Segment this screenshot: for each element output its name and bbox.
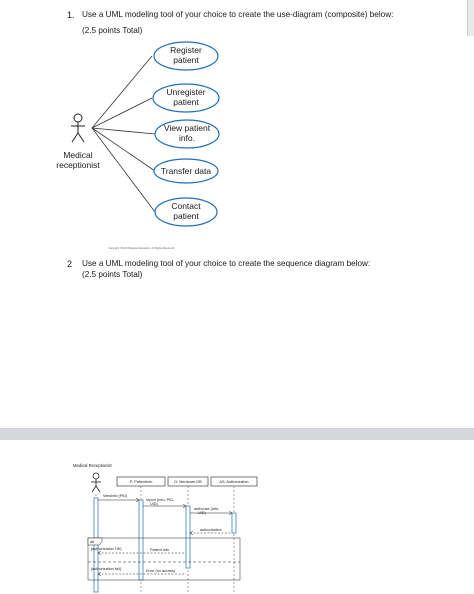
question-1-text: Use a UML modeling tool of your choice to create the use-diagram (composite) below:	[82, 10, 394, 19]
copyright-note: Copyright ©2016 Pearson Education, All Rights Reserved	[108, 247, 175, 250]
alt-fragment	[88, 538, 240, 580]
alt-guard-fail: [authorization fail]	[91, 567, 121, 571]
question-2-points: (2.5 points Total)	[82, 270, 143, 279]
use-case-view-line1: View patient	[163, 123, 211, 133]
msg-authorize-line2: UID)	[198, 511, 206, 515]
svg-text:P: PatientInfo: P: PatientInfo	[129, 480, 153, 484]
alt-guard-ok: [authorization OK]	[91, 547, 122, 551]
lifeline-header-mentcare-db	[168, 477, 208, 486]
actor-label-line1: Medical	[63, 150, 93, 160]
question-2-number: 2	[67, 259, 73, 269]
seq-actor-label: Medical Receptionist	[73, 463, 112, 468]
actor-label-line2: receptionist	[56, 160, 100, 170]
use-case-register-line2: patient	[173, 55, 199, 65]
use-case-unregister-line2: patient	[173, 97, 199, 107]
svg-text:D: Mentcare-DB: D: Mentcare-DB	[174, 480, 202, 484]
alt-label: alt	[90, 540, 95, 544]
question-2-text: Use a UML modeling tool of your choice to create the sequence diagram below:	[82, 259, 371, 268]
use-case-contact-line2: patient	[173, 211, 199, 221]
seq-actor-icon	[91, 473, 101, 492]
msg-patient-info: Patient info	[150, 548, 169, 552]
use-case-transfer-line1: Transfer data	[160, 166, 212, 176]
use-case-contact-line1: Contact	[171, 201, 201, 211]
question-1-points: (2.5 points Total)	[82, 26, 143, 35]
question-1-number: 1.	[67, 10, 75, 20]
lifeline-header-patientinfo	[117, 477, 165, 486]
use-case-view-line2: info.	[178, 133, 196, 143]
use-case-register-line1: Register	[170, 45, 202, 55]
lifeline-header-authorization	[211, 477, 257, 486]
use-case-unregister-line1: Unregister	[166, 87, 206, 97]
msg-authorize-line1: authorize (Info,	[194, 507, 220, 511]
activation-bars	[94, 498, 236, 592]
msg-authorization: authorization	[200, 528, 222, 532]
svg-text:AS: Authorization: AS: Authorization	[219, 480, 249, 484]
msg-report-line2: UID)	[150, 502, 158, 506]
msg-report-line1: report (Info, PID,	[146, 498, 175, 502]
msg-view-info: ViewInfo (PID)	[103, 494, 128, 498]
msg-error: Error (no access)	[146, 569, 176, 573]
lifelines	[96, 486, 234, 594]
